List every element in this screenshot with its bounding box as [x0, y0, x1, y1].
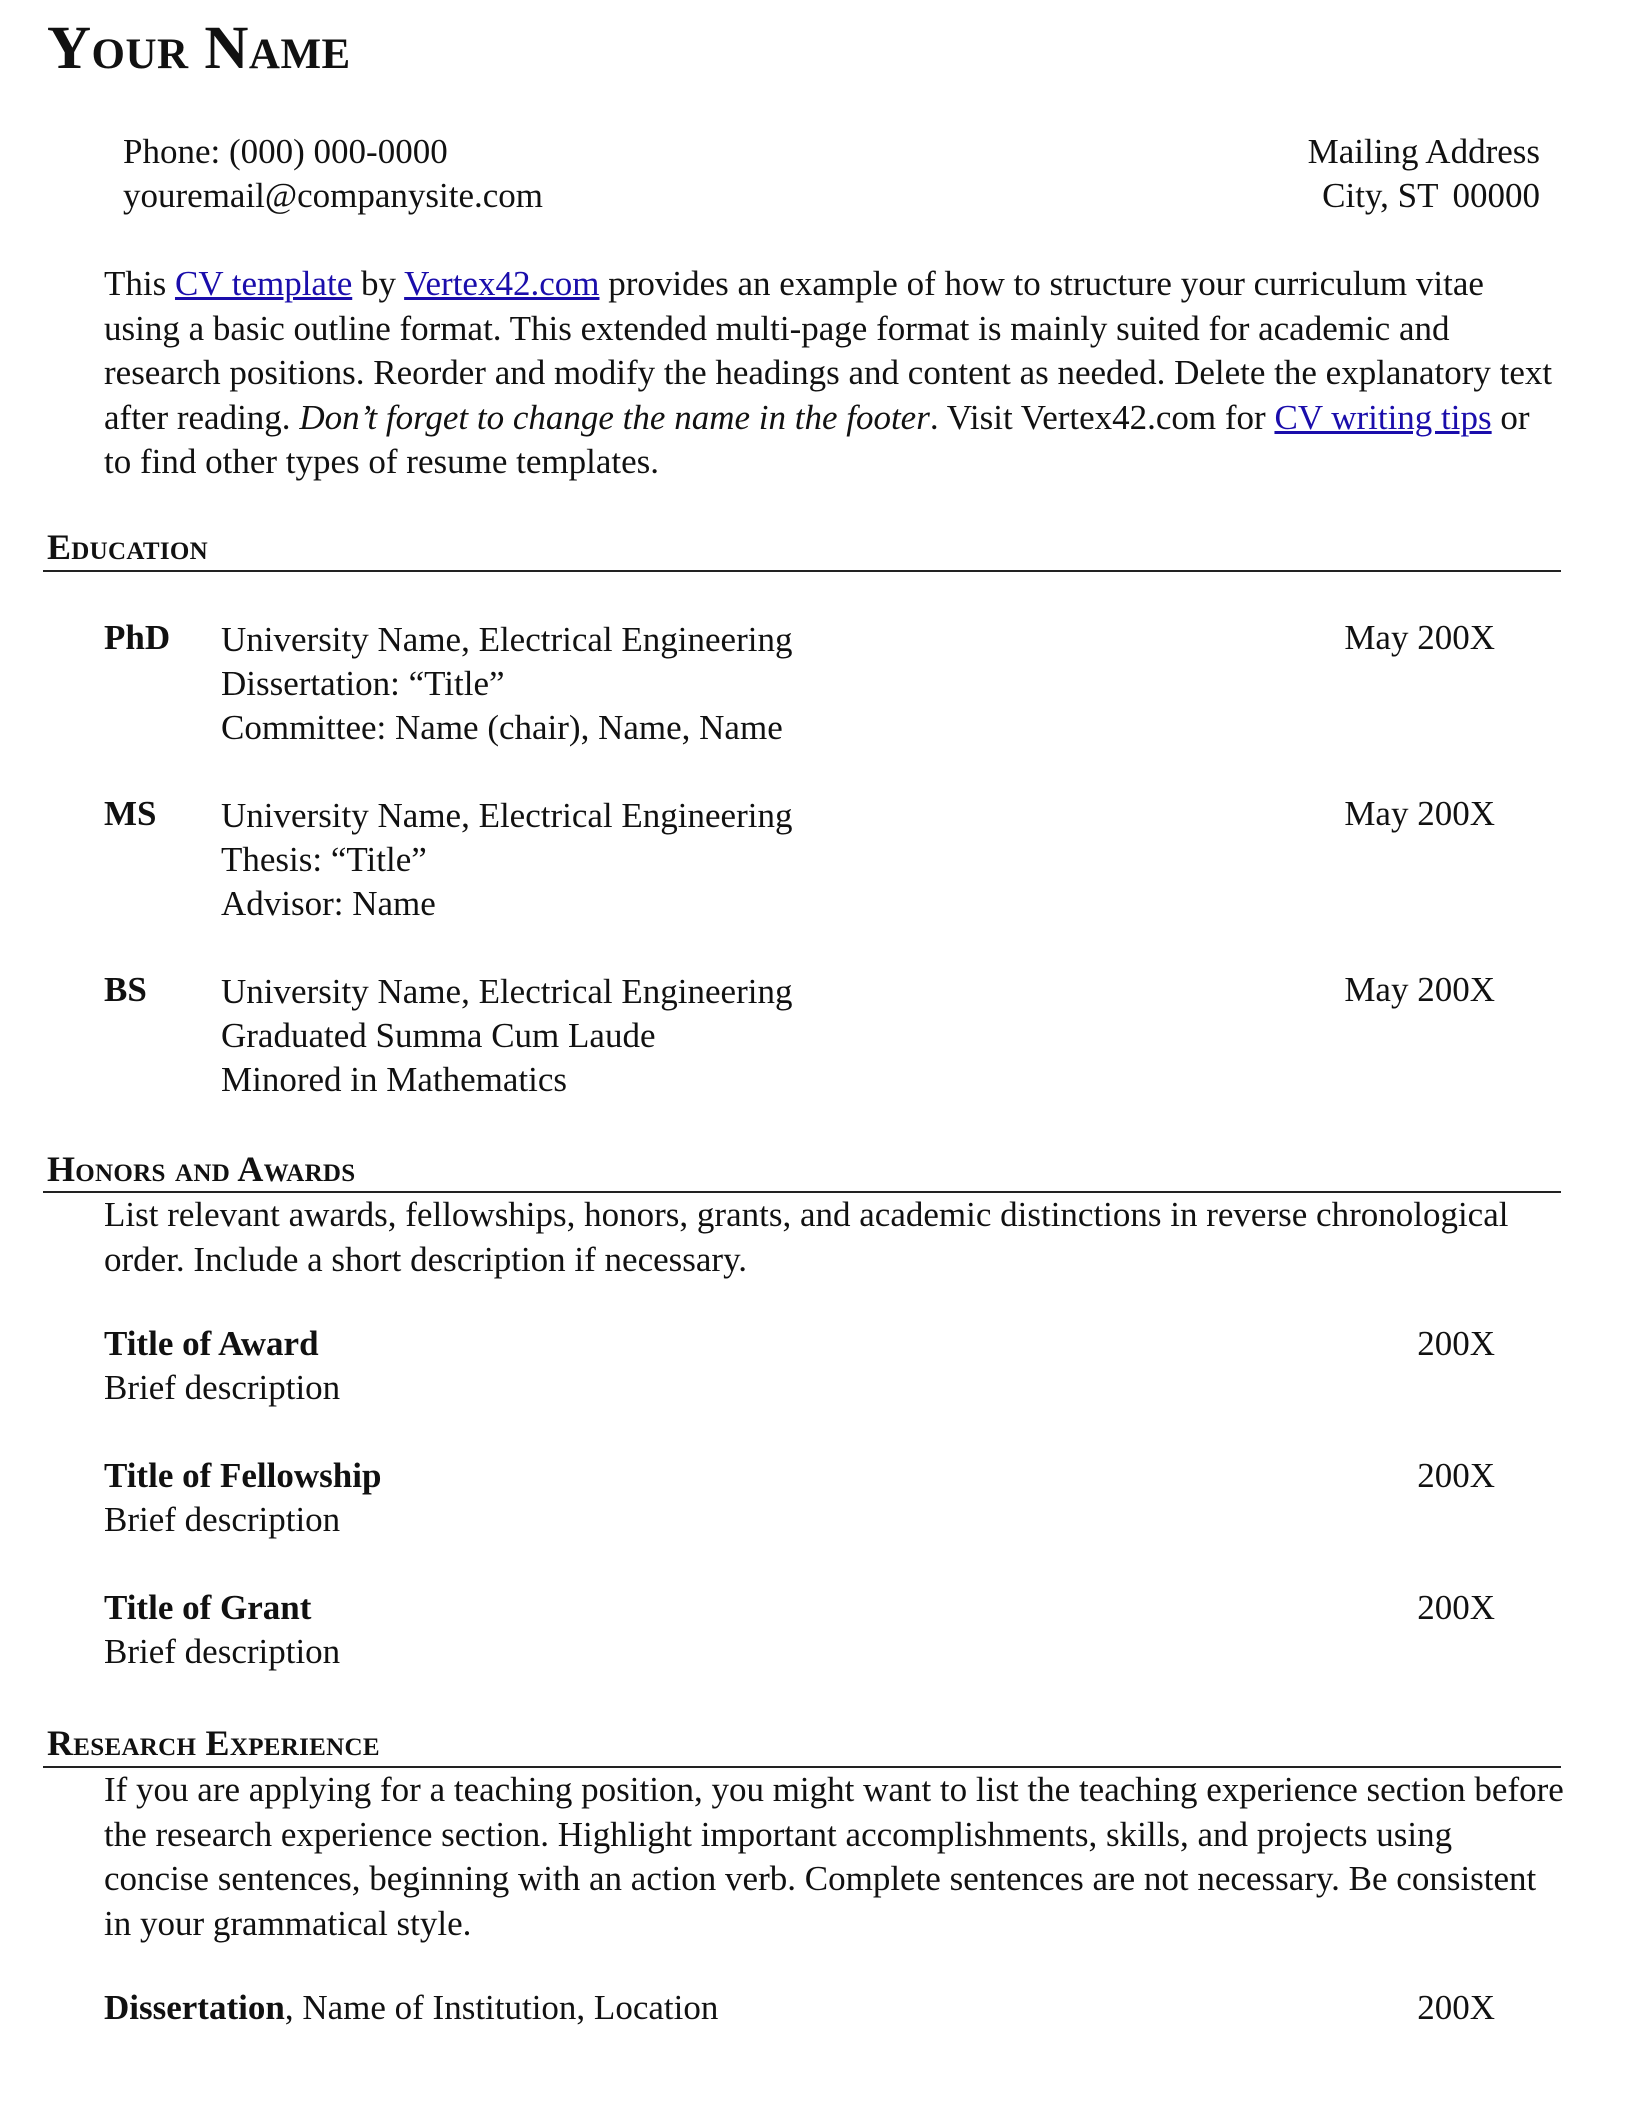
research-intro: If you are applying for a teaching position, you might want to list the teaching experience section before the research experience section. Highlight important accomplishments, skills, and projects using concise sentences, beginning with an action verb. Complete sentences are not necessary. Be consistent in your grammatical style.: [104, 1770, 1564, 1943]
intro-text: by: [352, 264, 405, 303]
fellowship-description: Brief description: [104, 1500, 341, 1539]
degree-date: May 200X: [1344, 794, 1495, 833]
degree-line: Graduated Summa Cum Laude: [221, 1016, 656, 1055]
dissertation-label: Dissertation: [104, 1988, 285, 2027]
intro-text: This: [104, 264, 175, 303]
grant-description: Brief description: [104, 1632, 341, 1671]
vertex42-link[interactable]: Vertex42.com: [404, 264, 600, 303]
city-state: City, ST: [1322, 176, 1439, 215]
degree-line: Dissertation: “Title”: [221, 664, 505, 703]
degree-line: Minored in Mathematics: [221, 1060, 568, 1099]
degree-line: Committee: Name (chair), Name, Name: [221, 708, 783, 747]
dissertation-entry: [104, 1988, 718, 2028]
cv-writing-tips-link[interactable]: CV writing tips: [1274, 397, 1492, 437]
honors-heading: Honors and Awards: [47, 1149, 356, 1189]
honors-intro: List relevant awards, fellowships, honors, grants, and academic distinctions in reverse chronological order. Include a short description if necessary.: [104, 1195, 1509, 1279]
award-year: 200X: [1417, 1324, 1495, 1363]
grant-title: Title of Grant: [104, 1588, 312, 1627]
phone-number: Phone: (000) 000-0000: [123, 132, 448, 171]
degree-line: University Name, Electrical Engineering: [221, 796, 793, 835]
intro-text: . Visit Vertex42.com for: [929, 397, 1275, 437]
award-description: Brief description: [104, 1368, 341, 1407]
degree-line: Advisor: Name: [221, 884, 436, 923]
section-divider: [43, 570, 1561, 572]
degree-date: May 200X: [1344, 618, 1495, 657]
fellowship-year: 200X: [1417, 1456, 1495, 1495]
institution-location: , Name of Institution, Location: [284, 1988, 719, 2027]
degree-label: MS: [104, 794, 157, 833]
contact-right: [1308, 130, 1540, 218]
candidate-name: Your Name: [47, 15, 351, 82]
dissertation-year: 200X: [1417, 1988, 1495, 2027]
degree-details: [221, 970, 792, 1102]
degree-line: University Name, Electrical Engineering: [221, 972, 793, 1011]
intro-text: or to find other types of resume templates.: [104, 397, 1530, 481]
intro-text: provides an example of how to structure your curriculum vitae using a basic outline format. This extended multi-page format is mainly suited for academic and research positions. Reorder and modify the headings and content as needed. Delete the explanatory text after reading.: [104, 264, 1553, 437]
degree-label: PhD: [104, 618, 171, 657]
degree-line: University Name, Electrical Engineering: [221, 620, 793, 659]
cv-template-link[interactable]: CV template: [174, 264, 353, 303]
email-address: youremail@companysite.com: [123, 176, 544, 215]
intro-paragraph: [104, 262, 1564, 485]
research-heading: Research Experience: [47, 1723, 380, 1763]
zip-code: 00000: [1452, 176, 1540, 215]
contact-left: [123, 130, 543, 218]
fellowship-title: Title of Fellowship: [104, 1456, 382, 1495]
grant-year: 200X: [1417, 1588, 1495, 1627]
award-title: Title of Award: [104, 1324, 319, 1363]
city-state-zip: [1308, 174, 1540, 218]
degree-label: BS: [104, 970, 147, 1009]
footer-note: Don’t forget to change the name in the footer: [299, 397, 930, 437]
degree-date: May 200X: [1344, 970, 1495, 1009]
degree-details: [221, 618, 792, 750]
degree-line: Thesis: “Title”: [221, 840, 427, 879]
education-heading: Education: [47, 527, 208, 567]
degree-details: [221, 794, 792, 926]
mailing-address: Mailing Address: [1307, 132, 1540, 171]
